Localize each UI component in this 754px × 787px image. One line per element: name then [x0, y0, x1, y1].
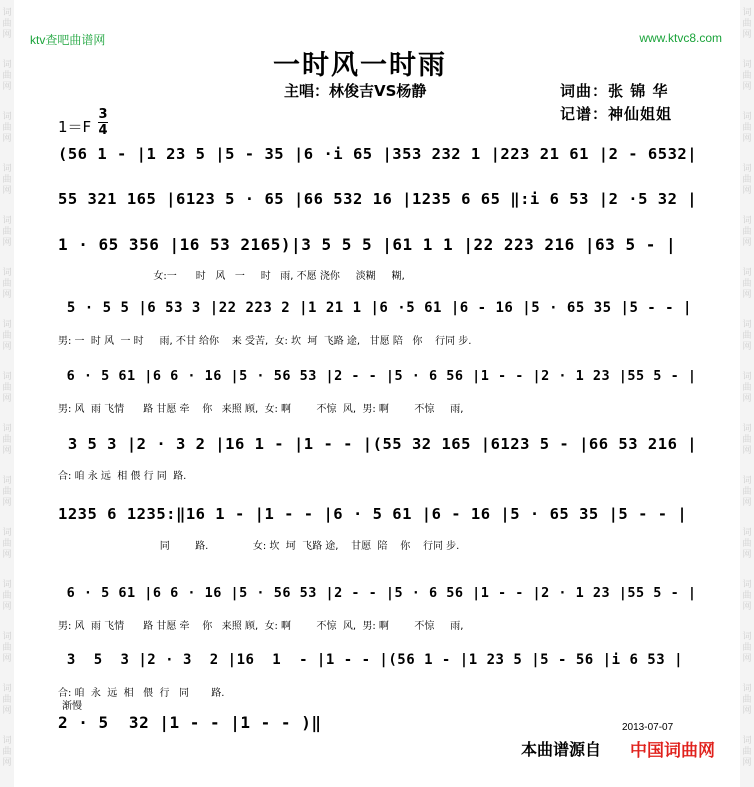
watermark-text: 词 曲 网 [742, 8, 752, 40]
watermark-text: 词 曲 网 [2, 60, 12, 92]
watermark-text: 词 曲 网 [742, 476, 752, 508]
notation-line: 5 · 5 5 |6 53 3 |22 223 2 |1 21 1 |6 ·5 61 |6 - 16 |5 · 65 35 |5 - - | [58, 300, 692, 316]
watermark-text: 词 曲 网 [742, 528, 752, 560]
watermark-text: 词 曲 网 [742, 268, 752, 300]
notation-line: 3 5 3 |2 · 3 2 |16 1 - |1 - - |(56 1 - |1 23 5 |5 - 56 |i 6 53 | [58, 652, 684, 668]
watermark-text: 词 曲 网 [742, 424, 752, 456]
watermark-text: 词 曲 网 [742, 580, 752, 612]
notation-line: 6 · 5 61 |6 6 · 16 |5 · 56 53 |2 - - |5 · 6 56 |1 - - |2 · 1 23 |55 5 - | [58, 585, 697, 601]
watermark-text: 词 曲 网 [2, 320, 12, 352]
watermark-text: 词 曲 网 [2, 372, 12, 404]
transcriber-credit: 记谱：神仙姐姐 [560, 105, 673, 123]
notation-line: 6 · 5 61 |6 6 · 16 |5 · 56 53 |2 - - |5 · 6 56 |1 - - |2 · 1 23 |55 5 - | [58, 368, 697, 384]
notation-line: 1 · 65 356 |16 53 2165)|3 5 5 5 |61 1 1 |22 223 216 |63 5 - | [58, 235, 677, 254]
lyric-line: 男: 一 时 风 一 时 雨, 不甘 给你 来 受苦, 女: 坎 坷 飞路 途, 甘愿 陪 你 行同 步. [58, 336, 472, 347]
watermark-text: 词 曲 网 [2, 268, 12, 300]
notation-line: 3 5 3 |2 · 3 2 |16 1 - |1 - - |(55 32 165 |6123 5 - |66 53 216 | [58, 435, 698, 453]
singer-credit: 主唱：林俊吉VS杨静 [284, 82, 427, 100]
lyric-line: 男: 风 雨 飞情 路 甘愿 牵 你 来照 顾, 女: 啊 不惊 风, 男: 啊 不惊 雨, [58, 404, 464, 415]
right-watermark-strip [740, 0, 754, 787]
watermark-text: 词 曲 网 [2, 580, 12, 612]
watermark-text: 词 曲 网 [742, 320, 752, 352]
watermark-text: 词 曲 网 [742, 632, 752, 664]
watermark-text: 词 曲 网 [2, 528, 12, 560]
watermark-text: 词 曲 网 [742, 164, 752, 196]
time-signature [98, 108, 108, 137]
source-site-name: 中国词曲网 [630, 741, 715, 761]
watermark-text: 词 曲 网 [2, 164, 12, 196]
watermark-text: 词 曲 网 [742, 372, 752, 404]
watermark-text: 词 曲 网 [2, 476, 12, 508]
left-watermark-strip [0, 0, 14, 787]
source-label: 本曲谱源自 [521, 740, 602, 759]
lyric-line: 同 路. 女: 坎 坷 飞路 途, 甘愿 陪 你 行同 步. [58, 541, 460, 552]
watermark-text: 词 曲 网 [2, 684, 12, 716]
watermark-text: 词 曲 网 [742, 112, 752, 144]
lyric-line: 合: 咱 永 远 相 偎 行 同 路. [58, 471, 187, 482]
time-signature-bottom: 4 [98, 123, 108, 138]
site-url-right: www.ktvc8.com [639, 31, 722, 45]
key-signature: 1＝F [58, 118, 92, 136]
watermark-text: 词 曲 网 [2, 736, 12, 768]
watermark-text: 词 曲 网 [742, 684, 752, 716]
watermark-text: 词 曲 网 [742, 216, 752, 248]
notation-line: 55 321 165 |6123 5 · 65 |66 532 16 |1235 6 65 ‖:i 6 53 |2 ·5 32 | [58, 190, 698, 208]
notation-line: 1235 6 1235:‖16 1 - |1 - - |6 · 5 61 |6 - 16 |5 · 65 35 |5 - - | [58, 505, 688, 523]
time-signature-top: 3 [98, 107, 108, 122]
lyricist-composer-credit: 词曲：张 锦 华 [560, 82, 669, 100]
lyric-line: 女:一 时 风 一 时 雨, 不愿 浇你 淡糊 糊, [58, 271, 405, 282]
watermark-text: 词 曲 网 [742, 736, 752, 768]
notation-line: (56 1 - |1 23 5 |5 - 35 |6 ·i 65 |353 232 1 |223 21 61 |2 - 6532| [58, 145, 698, 163]
watermark-text: 词 曲 网 [742, 60, 752, 92]
song-title: 一时风一时雨 [273, 50, 447, 81]
lyric-line: 男: 风 雨 飞情 路 甘愿 牵 你 来照 顾, 女: 啊 不惊 风, 男: 啊 不惊 雨, [58, 621, 464, 632]
watermark-text: 词 曲 网 [2, 632, 12, 664]
watermark-text: 词 曲 网 [2, 112, 12, 144]
lyric-line: 合: 咱 永 远 相 偎 行 同 路. [58, 688, 225, 699]
transcription-date: 2013-07-07 [622, 722, 674, 733]
watermark-text: 词 曲 网 [2, 424, 12, 456]
notation-line: 2 · 5 32 |1 - - |1 - - )‖ [58, 713, 322, 732]
site-name-left: ktv查吧曲谱网 [30, 33, 106, 47]
watermark-text: 词 曲 网 [2, 216, 12, 248]
watermark-text: 词 曲 网 [2, 8, 12, 40]
tempo-mark: 渐慢 [62, 701, 82, 712]
